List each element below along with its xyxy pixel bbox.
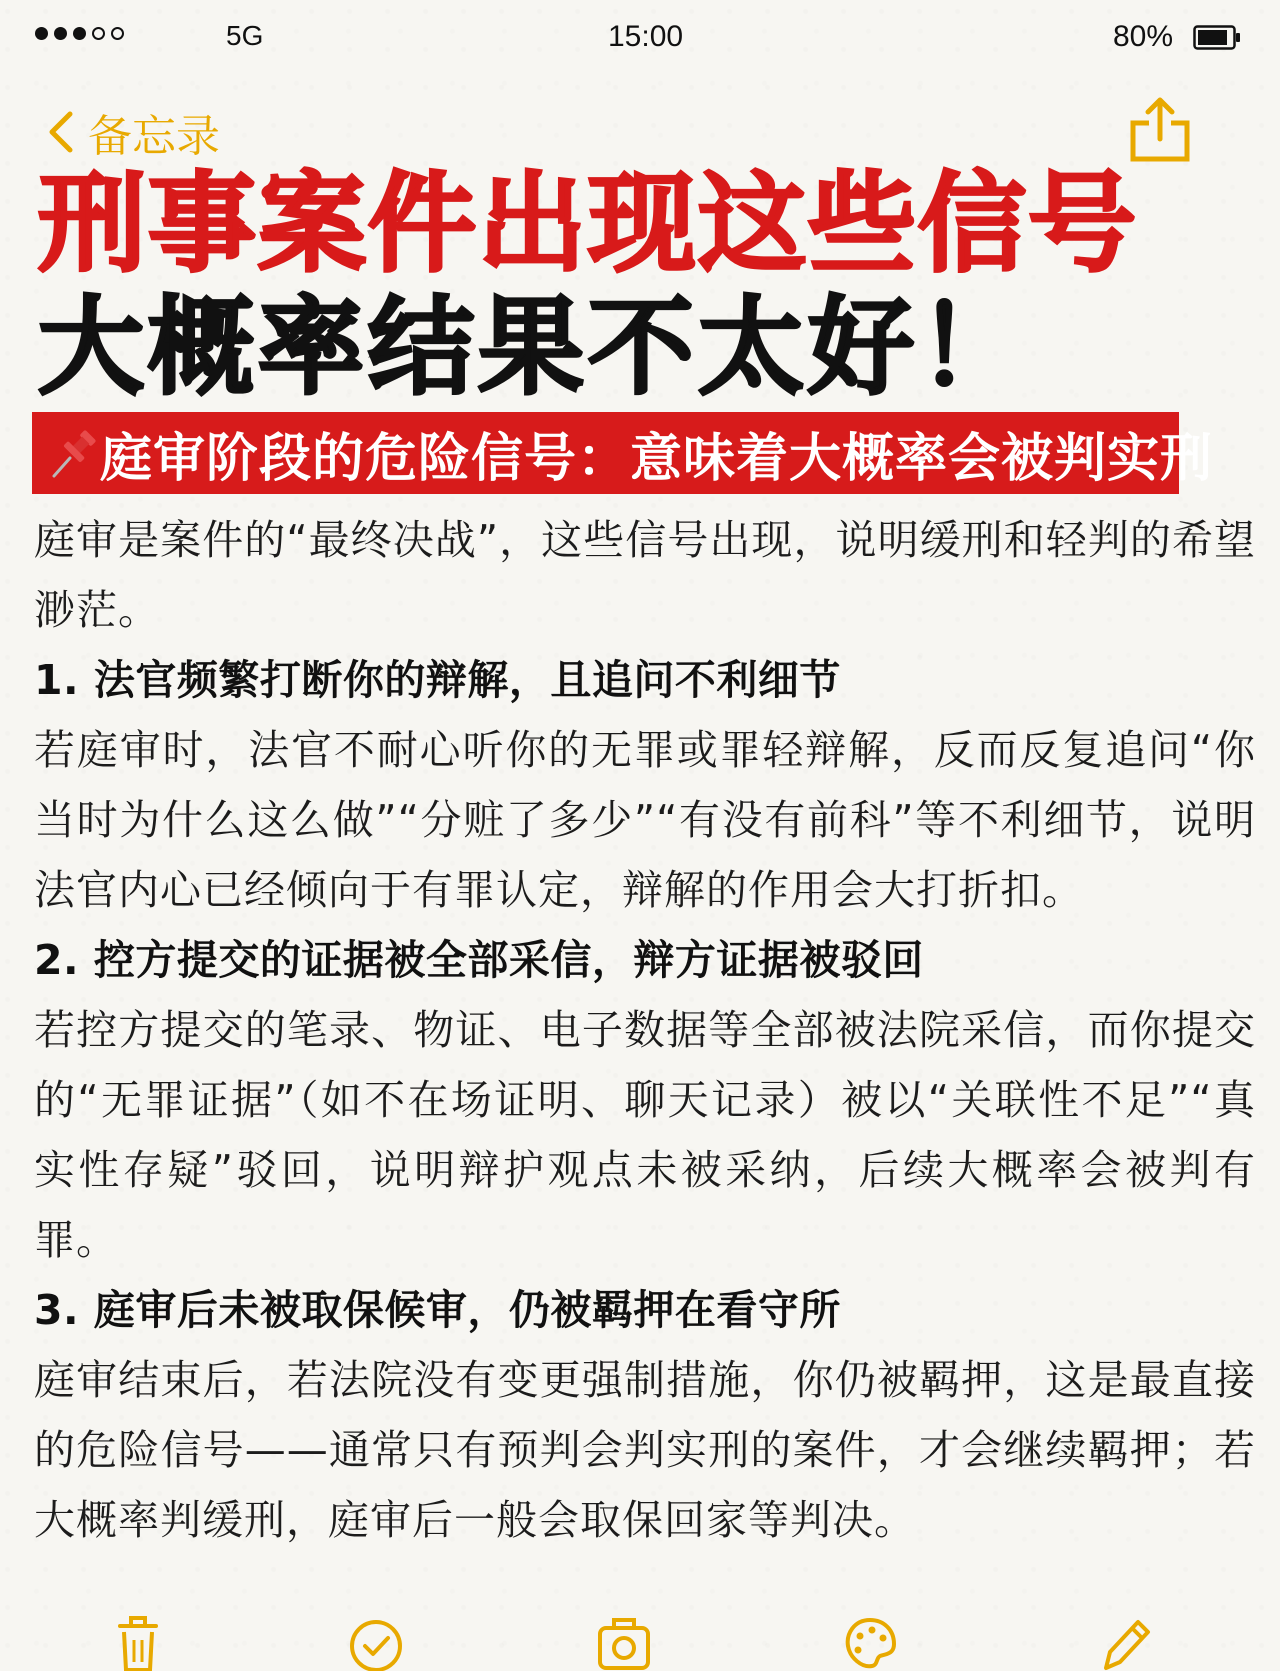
item-heading: 1. 法官频繁打断你的辩解，且追问不利细节 — [34, 656, 841, 704]
battery-icon — [1193, 25, 1241, 50]
checklist-icon[interactable] — [346, 1612, 406, 1671]
note-body — [34, 505, 1256, 1555]
back-label: 备忘录 — [88, 111, 220, 162]
banner-text: 庭审阶段的危险信号：意味着大概率会被判实刑 — [100, 428, 1214, 489]
network-type: 5G — [226, 20, 264, 51]
headline-line-1: 刑事案件出现这些信号 — [38, 162, 1139, 287]
section-banner — [32, 412, 1214, 494]
palette-icon[interactable] — [840, 1612, 900, 1671]
back-button[interactable] — [44, 100, 220, 164]
trash-icon[interactable] — [108, 1612, 168, 1671]
item-heading: 3. 庭审后未被取保候审，仍被羁押在看守所 — [34, 1286, 841, 1334]
status-time: 15:00 — [608, 20, 684, 53]
share-icon[interactable] — [1127, 95, 1193, 165]
item-heading: 2. 控方提交的证据被全部采信，辩方证据被驳回 — [34, 936, 924, 984]
item-paragraph: 若庭审时，法官不耐心听你的无罪或罪轻辩解，反而反复追问“你当时为什么这么做”“分赃了多少”“有没有前科”等不利细节，说明法官内心已经倾向于有罪认定，辩解的作用会大打折扣。 — [34, 726, 1256, 914]
headline-line-2: 大概率结果不太好！ — [38, 286, 1028, 409]
signal-dot — [73, 27, 86, 40]
intro-paragraph: 庭审是案件的“最终决战”，这些信号出现，说明缓刑和轻判的希望渺茫。 — [34, 516, 1256, 634]
battery-percentage: 80% — [1113, 20, 1174, 53]
status-bar — [0, 0, 1280, 80]
bottom-toolbar — [0, 1612, 1280, 1671]
chevron-left-icon — [44, 108, 78, 156]
pen-icon[interactable] — [1094, 1612, 1154, 1671]
pushpin-icon — [48, 426, 96, 480]
signal-dot — [54, 27, 67, 40]
camera-icon[interactable] — [594, 1612, 654, 1671]
signal-dot — [111, 27, 124, 40]
item-paragraph: 庭审结束后，若法院没有变更强制措施，你仍被羁押，这是最直接的危险信号——通常只有预判会判实刑的案件，才会继续羁押；若大概率判缓刑，庭审后一般会取保回家等判决。 — [34, 1356, 1256, 1544]
signal-dot — [35, 27, 48, 40]
signal-strength-icon — [35, 27, 124, 40]
item-paragraph: 若控方提交的笔录、物证、电子数据等全部被法院采信，而你提交的“无罪证据”（如不在场证明、聊天记录）被以“关联性不足”“真实性存疑”驳回，说明辩护观点未被采纳，后续大概率会被判有罪。 — [34, 1006, 1256, 1264]
signal-dot — [92, 27, 105, 40]
